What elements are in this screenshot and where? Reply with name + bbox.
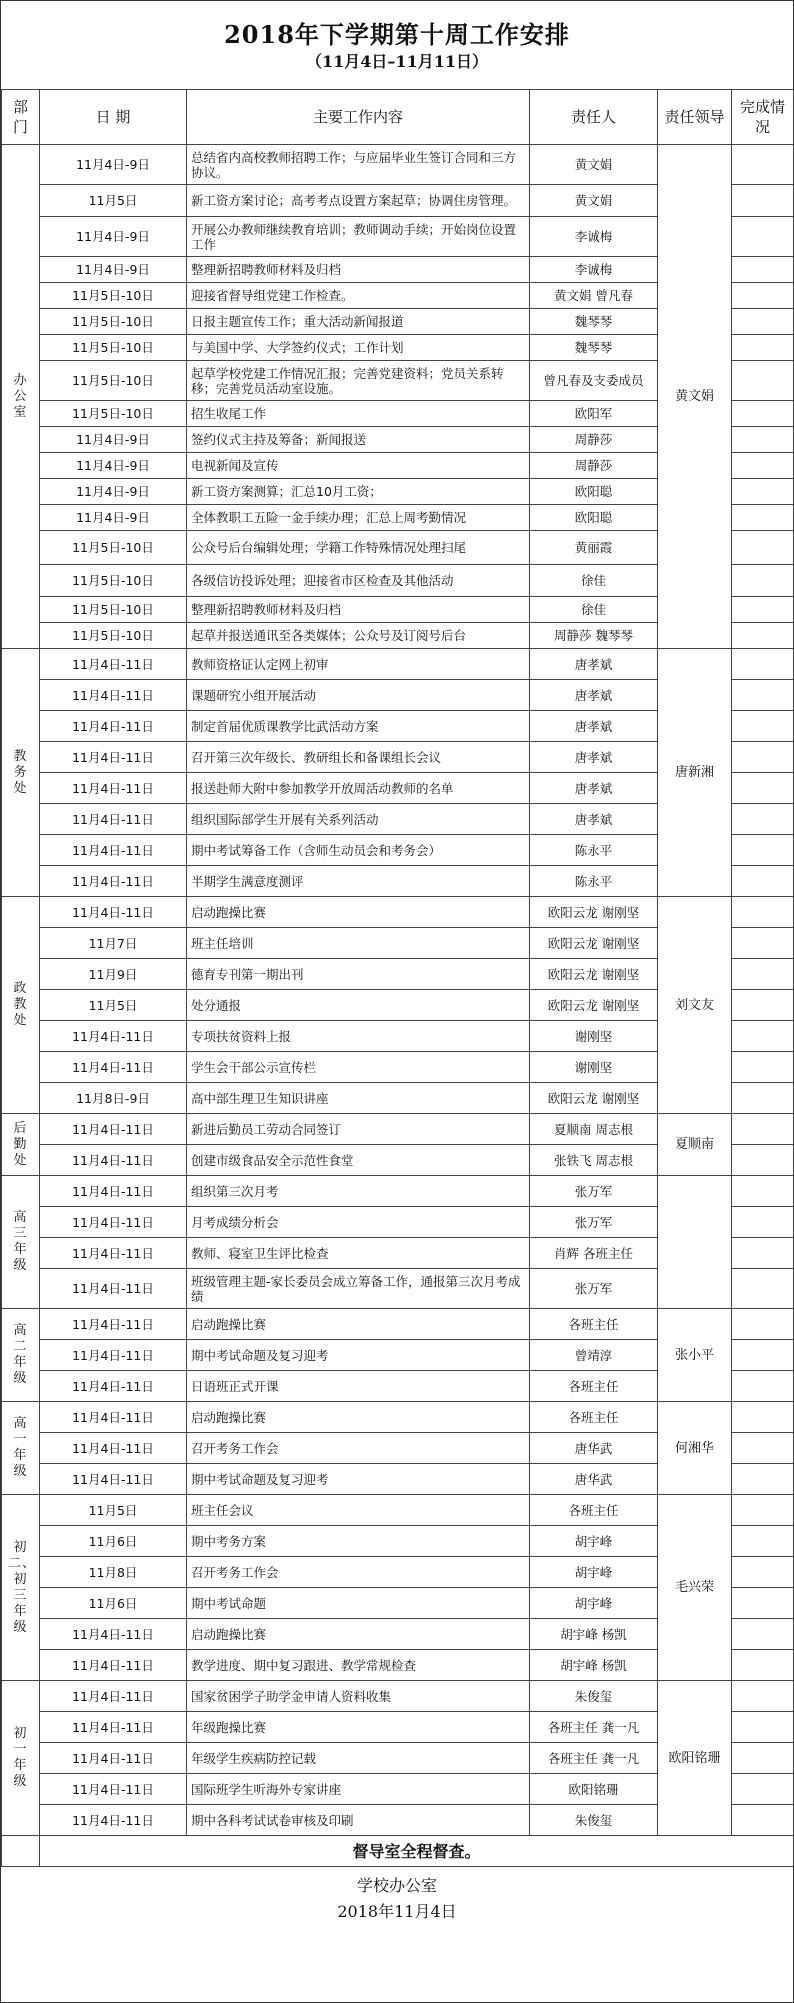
completion-cell [732,1681,794,1712]
completion-cell [732,1145,794,1176]
completion-cell [732,1433,794,1464]
date-cell: 11月4日-11日 [40,1176,187,1207]
date-cell: 11月5日 [40,990,187,1021]
completion-cell [732,1269,794,1309]
content-cell: 处分通报 [187,990,530,1021]
date-cell: 11月5日-10日 [40,401,187,427]
responsible-cell: 黄文娟 曾凡春 [530,283,658,309]
completion-cell [732,1114,794,1145]
content-cell: 期中考试命题及复习迎考 [187,1340,530,1371]
date-cell: 11月5日-10日 [40,531,187,565]
completion-cell [732,505,794,531]
responsible-cell: 李诚梅 [530,217,658,257]
responsible-cell: 谢刚坚 [530,1052,658,1083]
content-cell: 年级跑操比赛 [187,1712,530,1743]
content-cell: 班主任会议 [187,1495,530,1526]
header-dept: 部门 [2,90,40,145]
completion-cell [732,1557,794,1588]
completion-cell [732,1083,794,1114]
responsible-cell: 魏琴琴 [530,335,658,361]
date-cell: 11月4日-11日 [40,1433,187,1464]
responsible-cell: 胡宇峰 杨凯 [530,1650,658,1681]
completion-cell [732,1743,794,1774]
responsible-cell: 曾凡春及支委成员 [530,361,658,401]
completion-cell [732,283,794,309]
content-cell: 年级学生疾病防控记载 [187,1743,530,1774]
completion-cell [732,928,794,959]
content-cell: 起草学校党建工作情况汇报；完善党建资料；党员关系转移；完善党员活动室设施。 [187,361,530,401]
date-cell: 11月4日-11日 [40,711,187,742]
date-cell: 11月5日-10日 [40,283,187,309]
content-cell: 召开考务工作会 [187,1557,530,1588]
leader-cell: 毛兴荣 [658,1495,732,1681]
content-cell: 报送赴师大附中参加教学开放周活动教师的名单 [187,773,530,804]
responsible-cell: 张万军 [530,1207,658,1238]
date-cell: 11月6日 [40,1588,187,1619]
leader-cell: 夏顺南 [658,1114,732,1176]
date-cell: 11月4日-11日 [40,1021,187,1052]
date-cell: 11月4日-11日 [40,1743,187,1774]
content-cell: 德育专刊第一期出刊 [187,959,530,990]
completion-cell [732,1052,794,1083]
responsible-cell: 张万军 [530,1176,658,1207]
content-cell: 整理新招聘教师材料及归档 [187,257,530,283]
date-cell: 11月4日-11日 [40,1805,187,1836]
content-cell: 新工资方案测算；汇总10月工资； [187,479,530,505]
completion-cell [732,453,794,479]
date-cell: 11月4日-11日 [40,1340,187,1371]
completion-cell [732,1371,794,1402]
responsible-cell: 陈永平 [530,866,658,897]
completion-cell [732,959,794,990]
responsible-cell: 唐孝斌 [530,649,658,680]
content-cell: 整理新招聘教师材料及归档 [187,597,530,623]
date-cell: 11月7日 [40,928,187,959]
completion-cell [732,1238,794,1269]
completion-cell [732,742,794,773]
completion-cell [732,711,794,742]
date-cell: 11月4日-11日 [40,1712,187,1743]
dept-cell: 初二、初三年级 [2,1495,40,1681]
signature-block [1,1873,793,1925]
table-row [2,145,794,185]
completion-cell [732,565,794,597]
responsible-cell: 唐孝斌 [530,804,658,835]
date-cell: 11月8日-9日 [40,1083,187,1114]
content-cell: 启动跑操比赛 [187,1402,530,1433]
responsible-cell: 各班主任 龚一凡 [530,1743,658,1774]
responsible-cell: 唐孝斌 [530,680,658,711]
table-row [2,1114,794,1145]
completion-cell [732,479,794,505]
content-cell: 新工资方案讨论；高考考点设置方案起草；协调住房管理。 [187,185,530,217]
signature-office: 学校办公室 [356,1876,437,1895]
date-cell: 11月5日-10日 [40,623,187,649]
completion-cell [732,217,794,257]
date-cell: 11月4日-11日 [40,1238,187,1269]
supervision-row [2,1836,794,1867]
header-content: 主要工作内容 [187,90,530,145]
responsible-cell: 曾靖淳 [530,1340,658,1371]
date-cell: 11月4日-9日 [40,217,187,257]
content-cell: 组织第三次月考 [187,1176,530,1207]
completion-cell [732,1774,794,1805]
completion-cell [732,1340,794,1371]
date-cell: 11月4日-11日 [40,773,187,804]
content-cell: 日报主题宣传工作；重大活动新闻报道 [187,309,530,335]
completion-cell [732,866,794,897]
completion-cell [732,623,794,649]
date-cell: 11月4日-11日 [40,1464,187,1495]
responsible-cell: 各班主任 [530,1495,658,1526]
completion-cell [732,804,794,835]
leader-cell: 黄文娟 [658,145,732,649]
date-cell: 11月4日-9日 [40,479,187,505]
responsible-cell: 谢刚坚 [530,1021,658,1052]
responsible-cell: 唐华武 [530,1433,658,1464]
completion-cell [732,649,794,680]
responsible-cell: 陈永平 [530,835,658,866]
completion-cell [732,1495,794,1526]
responsible-cell: 朱俊玺 [530,1681,658,1712]
leader-cell: 唐新湘 [658,649,732,897]
content-cell: 公众号后台编辑处理；学籍工作特殊情况处理扫尾 [187,531,530,565]
date-cell: 11月5日-10日 [40,335,187,361]
content-cell: 开展公办教师继续教育培训；教师调动手续；开始岗位设置工作 [187,217,530,257]
responsible-cell: 周静莎 魏琴琴 [530,623,658,649]
page-title: 2018年下学期第十周工作安排 [224,20,570,49]
leader-cell: 欧阳铭珊 [658,1681,732,1836]
date-cell: 11月5日-10日 [40,565,187,597]
dept-cell: 高一年级 [2,1402,40,1495]
date-cell: 11月4日-11日 [40,742,187,773]
responsible-cell: 徐佳 [530,565,658,597]
responsible-cell: 欧阳聪 [530,479,658,505]
date-cell: 11月4日-11日 [40,1681,187,1712]
date-cell: 11月5日-10日 [40,597,187,623]
completion-cell [732,1805,794,1836]
content-cell: 全体教职工五险一金手续办理；汇总上周考勤情况 [187,505,530,531]
table-body [2,145,794,1836]
leader-cell: 张小平 [658,1309,732,1402]
completion-cell [732,1650,794,1681]
dept-cell: 政教处 [2,897,40,1114]
responsible-cell: 欧阳铭珊 [530,1774,658,1805]
responsible-cell: 欧阳聪 [530,505,658,531]
completion-cell [732,361,794,401]
table-row [2,1495,794,1526]
completion-cell [732,1402,794,1433]
completion-cell [732,335,794,361]
completion-cell [732,257,794,283]
content-cell: 签约仪式主持及筹备；新闻报送 [187,427,530,453]
date-cell: 11月4日-11日 [40,1052,187,1083]
date-cell: 11月6日 [40,1526,187,1557]
completion-cell [732,531,794,565]
content-cell: 期中考试命题 [187,1588,530,1619]
date-cell: 11月8日 [40,1557,187,1588]
date-cell: 11月4日-11日 [40,1309,187,1340]
content-cell: 组织国际部学生开展有关系列活动 [187,804,530,835]
content-cell: 召开考务工作会 [187,1433,530,1464]
responsible-cell: 各班主任 龚一凡 [530,1712,658,1743]
completion-cell [732,1588,794,1619]
completion-cell [732,680,794,711]
responsible-cell: 各班主任 [530,1402,658,1433]
supervision-blank [2,1836,40,1867]
date-cell: 11月5日-10日 [40,309,187,335]
completion-cell [732,427,794,453]
table-header-row [2,90,794,145]
content-cell: 创建市级食品安全示范性食堂 [187,1145,530,1176]
date-cell: 11月4日-11日 [40,1402,187,1433]
responsible-cell: 肖辉 各班主任 [530,1238,658,1269]
content-cell: 召开第三次年级长、教研组长和备课组长会议 [187,742,530,773]
content-cell: 国家贫困学子助学金申请人资料收集 [187,1681,530,1712]
date-cell: 11月4日-11日 [40,1774,187,1805]
completion-cell [732,597,794,623]
table-row [2,649,794,680]
dept-cell: 后勤处 [2,1114,40,1176]
date-cell: 11月4日-9日 [40,145,187,185]
content-cell: 招生收尾工作 [187,401,530,427]
dept-cell: 高二年级 [2,1309,40,1402]
schedule-table [1,89,794,1867]
date-cell: 11月4日-11日 [40,804,187,835]
header-responsible: 责任人 [530,90,658,145]
date-cell: 11月4日-11日 [40,1269,187,1309]
responsible-cell: 欧阳云龙 谢刚坚 [530,990,658,1021]
table-row [2,897,794,928]
date-cell: 11月4日-11日 [40,1650,187,1681]
completion-cell [732,1464,794,1495]
content-cell: 各级信访投诉处理；迎接省市区检查及其他活动 [187,565,530,597]
content-cell: 期中考试筹备工作（含师生动员会和考务会） [187,835,530,866]
content-cell: 与美国中学、大学签约仪式；工作计划 [187,335,530,361]
completion-cell [732,185,794,217]
date-cell: 11月4日-11日 [40,1371,187,1402]
content-cell: 新进后勤员工劳动合同签订 [187,1114,530,1145]
header-leader: 责任领导 [658,90,732,145]
content-cell: 教师资格证认定网上初审 [187,649,530,680]
completion-cell [732,1526,794,1557]
signature-date: 2018年11月4日 [337,1902,457,1921]
date-cell: 11月4日-11日 [40,866,187,897]
date-cell: 11月5日-10日 [40,361,187,401]
responsible-cell: 周静莎 [530,453,658,479]
responsible-cell: 唐孝斌 [530,773,658,804]
content-cell: 高中部生理卫生知识讲座 [187,1083,530,1114]
responsible-cell: 胡宇峰 [530,1526,658,1557]
responsible-cell: 欧阳云龙 谢刚坚 [530,897,658,928]
date-cell: 11月4日-11日 [40,680,187,711]
dept-cell: 高三年级 [2,1176,40,1309]
responsible-cell: 欧阳云龙 谢刚坚 [530,1083,658,1114]
completion-cell [732,1176,794,1207]
date-cell: 11月4日-9日 [40,257,187,283]
content-cell: 制定首届优质课教学比武活动方案 [187,711,530,742]
responsible-cell: 胡宇峰 [530,1588,658,1619]
completion-cell [732,897,794,928]
dept-cell: 初一年级 [2,1681,40,1836]
responsible-cell: 唐孝斌 [530,742,658,773]
table-row [2,1402,794,1433]
content-cell: 国际班学生听海外专家讲座 [187,1774,530,1805]
content-cell: 教学进度、期中复习跟进、教学常规检查 [187,1650,530,1681]
leader-cell [658,1176,732,1309]
content-cell: 班主任培训 [187,928,530,959]
content-cell: 月考成绩分析会 [187,1207,530,1238]
content-cell: 启动跑操比赛 [187,897,530,928]
content-cell: 电视新闻及宣传 [187,453,530,479]
completion-cell [732,990,794,1021]
content-cell: 半期学生满意度测评 [187,866,530,897]
responsible-cell: 魏琴琴 [530,309,658,335]
header-date: 日 期 [40,90,187,145]
responsible-cell: 欧阳云龙 谢刚坚 [530,959,658,990]
date-cell: 11月4日-9日 [40,453,187,479]
page-subtitle: （11月4日–11月11日） [306,52,488,71]
completion-cell [732,1207,794,1238]
completion-cell [732,1619,794,1650]
completion-cell [732,309,794,335]
completion-cell [732,401,794,427]
dept-cell: 办公室 [2,145,40,649]
supervision-note: 督导室全程督查。 [40,1836,794,1867]
dept-cell: 教务处 [2,649,40,897]
completion-cell [732,1712,794,1743]
date-cell: 11月4日-9日 [40,427,187,453]
content-cell: 期中考务方案 [187,1526,530,1557]
date-cell: 11月4日-11日 [40,897,187,928]
content-cell: 课题研究小组开展活动 [187,680,530,711]
content-cell: 学生会干部公示宣传栏 [187,1052,530,1083]
content-cell: 日语班正式开课 [187,1371,530,1402]
responsible-cell: 欧阳军 [530,401,658,427]
table-row [2,1176,794,1207]
header-completion: 完成情况 [732,90,794,145]
responsible-cell: 黄文娟 [530,185,658,217]
responsible-cell: 黄丽霞 [530,531,658,565]
leader-cell: 刘文友 [658,897,732,1114]
date-cell: 11月4日-11日 [40,1619,187,1650]
completion-cell [732,1309,794,1340]
completion-cell [732,1021,794,1052]
responsible-cell: 张铁飞 周志根 [530,1145,658,1176]
responsible-cell: 胡宇峰 [530,1557,658,1588]
content-cell: 期中考试命题及复习迎考 [187,1464,530,1495]
responsible-cell: 张万军 [530,1269,658,1309]
date-cell: 11月4日-11日 [40,1145,187,1176]
content-cell: 总结省内高校教师招聘工作；与应届毕业生签订合同和三方协议。 [187,145,530,185]
responsible-cell: 夏顺南 周志根 [530,1114,658,1145]
responsible-cell: 唐孝斌 [530,711,658,742]
date-cell: 11月4日-11日 [40,835,187,866]
content-cell: 期中各科考试试卷审核及印刷 [187,1805,530,1836]
content-cell: 教师、寝室卫生评比检查 [187,1238,530,1269]
responsible-cell: 各班主任 [530,1309,658,1340]
table-row [2,1309,794,1340]
responsible-cell: 周静莎 [530,427,658,453]
responsible-cell: 黄文娟 [530,145,658,185]
completion-cell [732,773,794,804]
date-cell: 11月4日-11日 [40,1207,187,1238]
content-cell: 班级管理主题-家长委员会成立筹备工作，通报第三次月考成绩 [187,1269,530,1309]
content-cell: 专项扶贫资料上报 [187,1021,530,1052]
content-cell: 启动跑操比赛 [187,1619,530,1650]
responsible-cell: 唐华武 [530,1464,658,1495]
content-cell: 启动跑操比赛 [187,1309,530,1340]
responsible-cell: 朱俊玺 [530,1805,658,1836]
responsible-cell: 欧阳云龙 谢刚坚 [530,928,658,959]
date-cell: 11月9日 [40,959,187,990]
responsible-cell: 胡宇峰 杨凯 [530,1619,658,1650]
table-row [2,1681,794,1712]
date-cell: 11月4日-9日 [40,505,187,531]
date-cell: 11月4日-11日 [40,649,187,680]
content-cell: 迎接省督导组党建工作检查。 [187,283,530,309]
responsible-cell: 徐佳 [530,597,658,623]
leader-cell: 何湘华 [658,1402,732,1495]
completion-cell [732,145,794,185]
completion-cell [732,835,794,866]
responsible-cell: 李诚梅 [530,257,658,283]
content-cell: 起草并报送通讯至各类媒体；公众号及订阅号后台 [187,623,530,649]
date-cell: 11月4日-11日 [40,1114,187,1145]
date-cell: 11月5日 [40,185,187,217]
responsible-cell: 各班主任 [530,1371,658,1402]
date-cell: 11月5日 [40,1495,187,1526]
